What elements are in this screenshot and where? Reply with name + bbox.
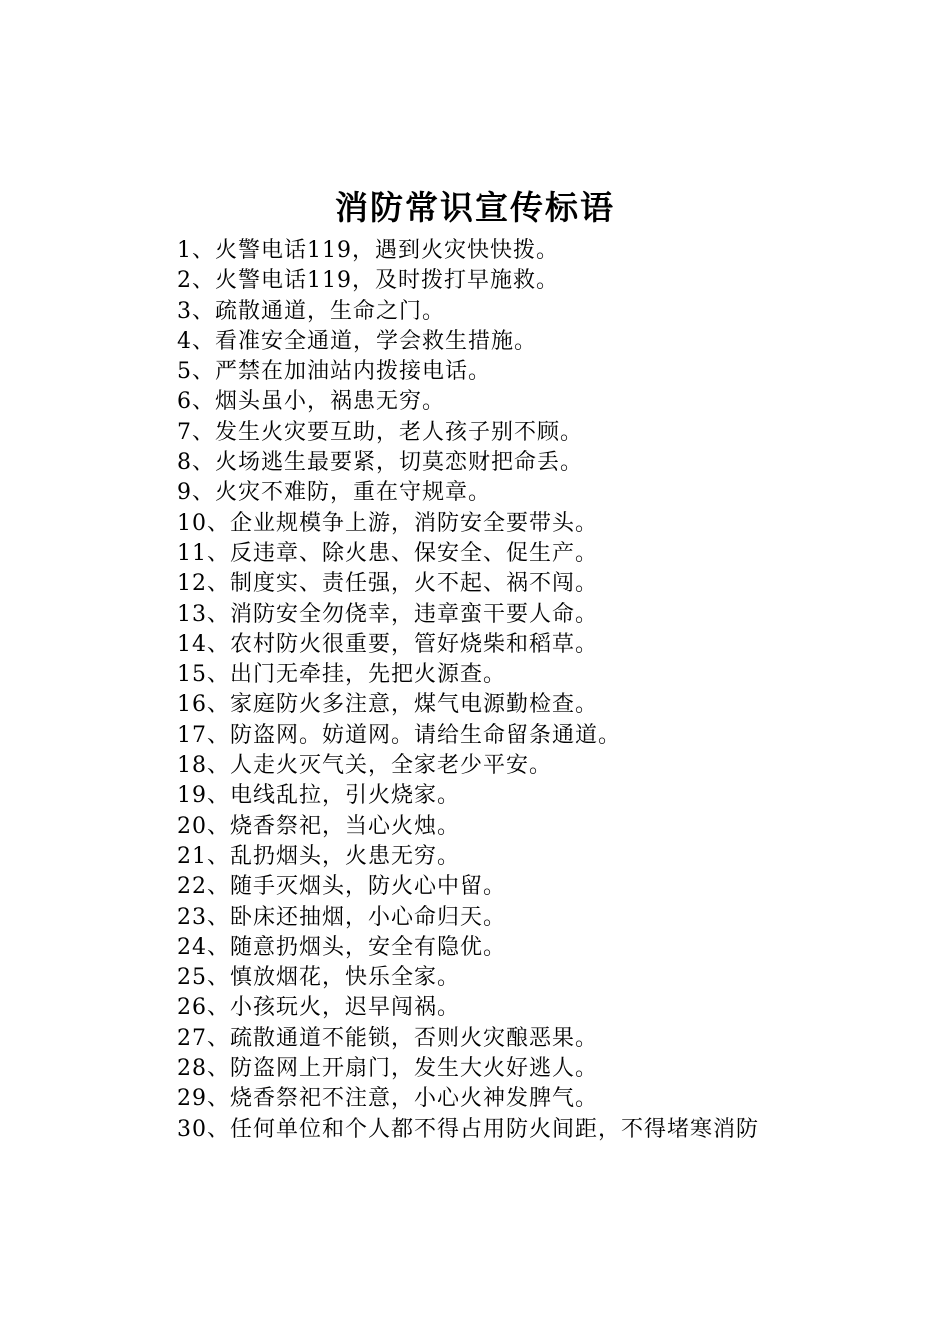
slogan-item: 30、任何单位和个人都不得占用防火间距，不得堵寒消防: [177, 1116, 759, 1142]
slogan-item: 9、火灾不难防，重在守规章。: [177, 480, 491, 506]
slogan-item: 8、火场逃生最要紧，切莫恋财把命丢。: [177, 450, 583, 476]
slogan-item: 19、电线乱拉，引火烧家。: [177, 783, 460, 809]
slogan-item: 22、随手灭烟头，防火心中留。: [177, 874, 506, 900]
slogan-item: 12、制度实、责任强，火不起、祸不闯。: [177, 571, 598, 597]
slogan-item: 16、家庭防火多注意，煤气电源勤检查。: [177, 692, 598, 718]
slogan-item: 26、小孩玩火，迟早闯祸。: [177, 995, 460, 1021]
slogan-item: 18、人走火灭气关，全家老少平安。: [177, 753, 552, 779]
slogan-item: 24、随意扔烟头，安全有隐优。: [177, 934, 506, 960]
page-title: 消防常识宣传标语: [335, 188, 615, 227]
slogan-item: 25、慎放烟花，快乐全家。: [177, 965, 460, 991]
slogan-item: 29、烧香祭祀不注意，小心火神发脾气。: [177, 1086, 598, 1112]
slogan-item: 15、出门无牵挂，先把火源查。: [177, 662, 506, 688]
slogan-item: 23、卧床还抽烟，小心命归天。: [177, 904, 506, 930]
slogan-item: 21、乱扔烟头，火患无穷。: [177, 843, 460, 869]
slogan-item: 3、疏散通道，生命之门。: [177, 298, 445, 324]
slogan-item: 6、烟头虽小，祸患无穷。: [177, 389, 445, 415]
slogan-item: 10、企业规模争上游，消防安全要带头。: [177, 510, 598, 536]
slogan-item: 5、严禁在加油站内拨接电话。: [177, 359, 491, 385]
slogan-item: 1、火警电话119，遇到火灾快快拨。: [177, 238, 559, 263]
slogan-item: 14、农村防火很重要，管好烧柴和稻草。: [177, 631, 598, 657]
slogan-item: 27、疏散通道不能锁，否则火灾酿恶果。: [177, 1025, 598, 1051]
slogan-item: 2、火警电话119，及时拨打早施救。: [177, 268, 559, 294]
slogan-item: 20、烧香祭祀，当心火烛。: [177, 813, 460, 839]
slogan-list: [177, 236, 759, 1145]
slogan-item: 11、反违章、除火患、保安全、促生产。: [177, 540, 598, 566]
slogan-item: 13、消防安全勿侥幸，违章蛮干要人命。: [177, 601, 598, 627]
slogan-item: 4、看准安全通道，学会救生措施。: [177, 328, 537, 354]
slogan-item: 17、防盗网。妨道网。请给生命留条通道。: [177, 722, 621, 748]
slogan-item: 7、发生火灾要互助，老人孩子别不顾。: [177, 419, 583, 445]
slogan-item: 28、防盗网上开扇门，发生大火好逃人。: [177, 1056, 598, 1082]
